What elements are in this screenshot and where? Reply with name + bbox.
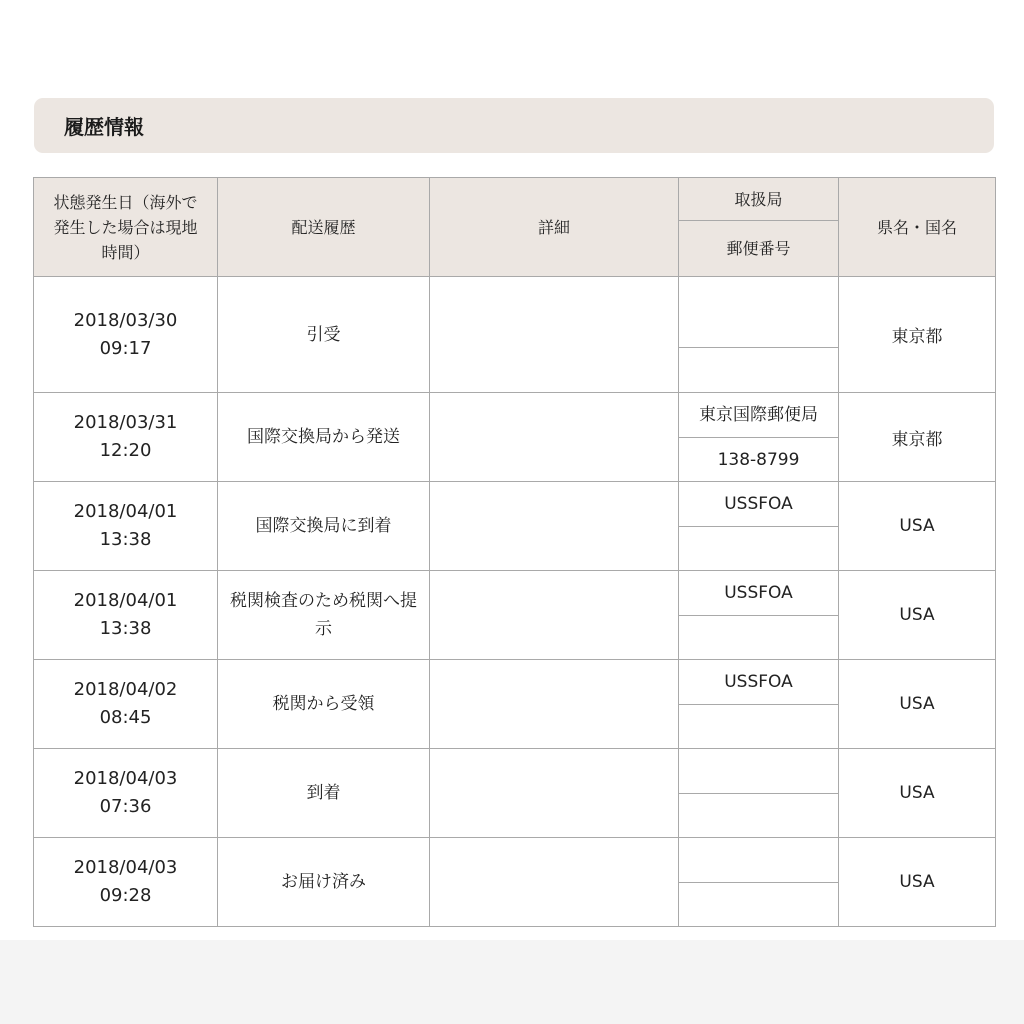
- cell-status: [218, 660, 430, 749]
- cell-status: [218, 482, 430, 571]
- date-value: 2018/04/03: [73, 857, 178, 878]
- header-office-label: 取扱局: [734, 189, 783, 209]
- table-row: [34, 749, 996, 794]
- cell-postal: [679, 527, 839, 571]
- cell-region: [839, 749, 996, 838]
- cell-postal: [679, 616, 839, 660]
- cell-office: [679, 393, 839, 438]
- cell-status: [218, 838, 430, 927]
- time-value: 07:36: [99, 796, 152, 817]
- cell-detail: [430, 749, 679, 838]
- header-postal-label: 郵便番号: [726, 239, 791, 258]
- cell-region: [839, 571, 996, 660]
- cell-detail: [430, 660, 679, 749]
- header-date: [34, 178, 218, 277]
- history-body: [34, 277, 996, 927]
- cell-date: [34, 571, 218, 660]
- status-value: 引受: [306, 324, 341, 345]
- office-value: USSFOA: [724, 494, 793, 514]
- header-status-label: 配送履歴: [291, 217, 356, 237]
- header-detail: [430, 178, 679, 277]
- table-row: [34, 838, 996, 883]
- header-office: [679, 178, 839, 221]
- cell-detail: [430, 277, 679, 393]
- office-value: USSFOA: [724, 583, 793, 603]
- cell-detail: [430, 838, 679, 927]
- cell-office: [679, 482, 839, 527]
- cell-status: [218, 393, 430, 482]
- header-region-label: 県名・国名: [876, 217, 957, 237]
- cell-date: [34, 482, 218, 571]
- cell-status: [218, 571, 430, 660]
- cell-detail: [430, 571, 679, 660]
- region-value: USA: [899, 605, 935, 625]
- status-value: 到着: [306, 783, 341, 803]
- time-value: 12:20: [99, 440, 152, 461]
- status-value: 国際交換局から発送: [247, 427, 400, 447]
- cell-postal: [679, 794, 839, 838]
- date-value: 2018/03/31: [73, 412, 178, 433]
- cell-date: [34, 277, 218, 393]
- section-title: 履歴情報: [34, 98, 994, 153]
- header-date-label: 状態発生日（海外で発生した場合は現地時間）: [53, 192, 198, 262]
- table-row: [34, 277, 996, 348]
- cell-postal: [679, 348, 839, 393]
- cell-postal: [679, 438, 839, 482]
- cell-region: [839, 838, 996, 927]
- status-value: お届け済み: [281, 872, 366, 892]
- region-value: USA: [899, 694, 935, 714]
- cell-office: [679, 749, 839, 794]
- date-value: 2018/04/01: [73, 590, 178, 611]
- time-value: 08:45: [99, 707, 152, 728]
- office-value: USSFOA: [724, 672, 793, 692]
- status-value: 国際交換局に到着: [255, 516, 392, 536]
- table-row: [34, 482, 996, 527]
- cell-date: [34, 393, 218, 482]
- header-detail-label: 詳細: [537, 217, 570, 237]
- cell-region: [839, 277, 996, 393]
- cell-date: [34, 660, 218, 749]
- cell-office: [679, 571, 839, 616]
- table-row: [34, 393, 996, 438]
- region-value: USA: [899, 516, 935, 536]
- time-value: 13:38: [99, 618, 152, 639]
- date-value: 2018/04/03: [73, 768, 178, 789]
- cell-status: [218, 749, 430, 838]
- postal-value: 138-8799: [717, 449, 800, 470]
- cell-status: [218, 277, 430, 393]
- region-value: USA: [899, 872, 935, 892]
- time-value: 09:28: [99, 885, 152, 906]
- region-value: 東京都: [891, 429, 943, 450]
- time-value: 09:17: [99, 337, 152, 359]
- cell-region: [839, 393, 996, 482]
- cell-date: [34, 838, 218, 927]
- footer-band: [0, 940, 1024, 1024]
- date-value: 2018/04/01: [73, 501, 178, 522]
- table-row: [34, 660, 996, 705]
- cell-detail: [430, 482, 679, 571]
- office-value: 東京国際郵便局: [699, 405, 818, 425]
- cell-postal: [679, 705, 839, 749]
- date-value: 2018/04/02: [73, 679, 178, 700]
- status-value: 税関検査のため税関へ提示: [230, 591, 417, 639]
- region-value: USA: [899, 783, 935, 803]
- cell-detail: [430, 393, 679, 482]
- table-row: [34, 571, 996, 616]
- cell-office: [679, 277, 839, 348]
- cell-region: [839, 660, 996, 749]
- cell-office: [679, 660, 839, 705]
- time-value: 13:38: [99, 529, 152, 550]
- region-value: 東京都: [891, 327, 943, 347]
- date-value: 2018/03/30: [73, 309, 178, 331]
- header-status: [218, 178, 430, 277]
- status-value: 税関から受領: [272, 694, 375, 714]
- cell-region: [839, 482, 996, 571]
- cell-postal: [679, 883, 839, 927]
- cell-date: [34, 749, 218, 838]
- header-region: [839, 178, 996, 277]
- cell-office: [679, 838, 839, 883]
- history-table: [33, 177, 996, 927]
- header-postal: [679, 221, 839, 277]
